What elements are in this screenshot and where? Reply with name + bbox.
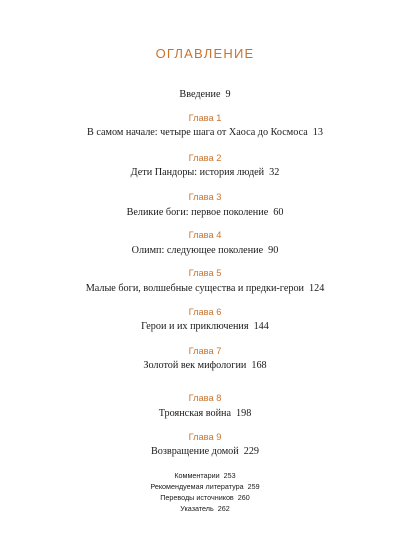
toc-entry-chapter-6[interactable] <box>0 321 410 332</box>
entry-page-number: 13 <box>312 127 323 138</box>
chapter-label: Глава 5 <box>188 268 222 278</box>
toc-entry-chapter-5[interactable] <box>0 283 410 294</box>
entry-page-number: 144 <box>253 321 269 332</box>
toc-entry-chapter-1[interactable] <box>0 127 410 138</box>
toc-entry-chapter-9[interactable] <box>0 446 410 457</box>
toc-entry-intro[interactable] <box>0 89 410 100</box>
entry-title: Троянская война <box>158 408 231 419</box>
toc-entry-notes[interactable] <box>0 471 410 480</box>
toc-entry-chapter-7[interactable] <box>0 360 410 371</box>
entry-title: Введение <box>179 89 221 100</box>
entry-title: Герои и их приключения <box>141 321 249 332</box>
entry-page-number: 262 <box>217 504 230 513</box>
entry-page-number: 168 <box>251 360 267 371</box>
entry-page-number: 253 <box>223 471 236 480</box>
entry-title: В самом начале: четыре шага от Хаоса до Космоса <box>87 127 308 138</box>
entry-title: Золотой век мифологии <box>143 360 247 371</box>
toc-entry-index[interactable] <box>0 504 410 513</box>
entry-page-number: 60 <box>273 207 284 218</box>
chapter-label: Глава 9 <box>188 432 222 442</box>
toc-entry-chapter-3[interactable] <box>0 207 410 218</box>
entry-page-number: 229 <box>243 446 260 457</box>
chapter-label: Глава 7 <box>188 346 222 356</box>
entry-title: Малые боги, волшебные существа и предки-герои <box>85 283 305 294</box>
entry-page-number: 198 <box>236 408 252 419</box>
entry-title: Олимп: следующее поколение <box>131 245 264 256</box>
toc-entry-source-translations[interactable] <box>0 493 410 502</box>
entry-title: Возвращение домой <box>150 446 239 457</box>
toc-title: ОГЛАВЛЕНИЕ <box>155 46 255 61</box>
chapter-label: Глава 8 <box>188 393 222 403</box>
chapter-label: Глава 2 <box>188 153 222 163</box>
toc-entry-recommended-reading[interactable] <box>0 482 410 491</box>
toc-entry-chapter-4[interactable] <box>0 245 410 256</box>
entry-title: Великие боги: первое поколение <box>126 207 269 218</box>
chapter-label: Глава 4 <box>188 230 222 240</box>
entry-title: Дети Пандоры: история людей <box>130 167 265 178</box>
chapter-label: Глава 6 <box>188 307 222 317</box>
chapter-label: Глава 3 <box>188 192 222 202</box>
entry-page-number: 9 <box>225 89 231 100</box>
toc-entry-chapter-8[interactable] <box>0 408 410 419</box>
entry-page-number: 32 <box>269 167 280 178</box>
entry-page-number: 259 <box>247 482 260 491</box>
entry-page-number: 90 <box>268 245 279 256</box>
entry-page-number: 260 <box>237 493 250 502</box>
entry-page-number: 124 <box>309 283 325 294</box>
entry-title: Рекомендуемая литература <box>150 482 244 491</box>
toc-entry-chapter-2[interactable] <box>0 167 410 178</box>
entry-title: Комментарии <box>174 471 220 480</box>
chapter-label: Глава 1 <box>188 113 222 123</box>
entry-title: Указатель <box>180 504 214 513</box>
entry-title: Переводы источников <box>160 493 234 502</box>
